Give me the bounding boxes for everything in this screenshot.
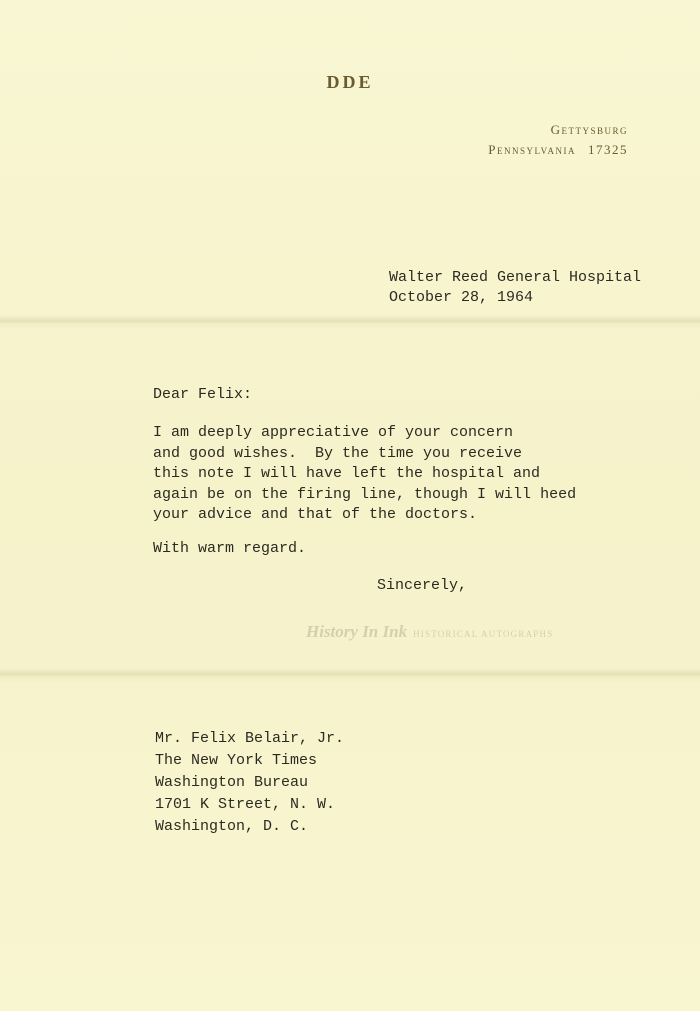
body-paragraph <box>153 423 576 526</box>
body-line: this note I will have left the hospital and <box>153 465 541 482</box>
paper-fold-lower <box>0 668 700 682</box>
dateline-place: Walter Reed General Hospital <box>389 269 642 286</box>
body-line: and good wishes. By the time you receive <box>153 444 523 462</box>
body-line: your advice and that of the doctors. <box>153 506 478 523</box>
letterhead-monogram: DDE <box>326 72 374 92</box>
letterhead-state-line <box>488 140 628 160</box>
salutation: Dear Felix: <box>153 386 253 403</box>
letterhead-address <box>488 120 628 160</box>
recipient-line: Washington Bureau <box>155 774 309 791</box>
watermark <box>306 622 553 642</box>
letterhead-zip: 17325 <box>588 142 628 157</box>
recipient-address <box>155 728 344 838</box>
body-line: again be on the firing line, though I will heed <box>153 485 577 503</box>
recipient-line: 1701 K Street, N. W. <box>155 796 336 813</box>
watermark-sub: HISTORICAL AUTOGRAPHS <box>413 629 554 639</box>
recipient-line: Washington, D. C. <box>155 818 309 835</box>
body-line: I am deeply appreciative of your concern <box>153 424 514 441</box>
closing: Sincerely, <box>377 577 468 594</box>
watermark-main: History In Ink <box>306 622 408 641</box>
regard-line: With warm regard. <box>153 540 307 557</box>
dateline-date: October 28, 1964 <box>389 289 534 306</box>
recipient-line: Mr. Felix Belair, Jr. <box>155 730 345 747</box>
letterhead-city: Gettysburg <box>550 122 628 137</box>
paper-fold-upper <box>0 315 700 329</box>
recipient-line: The New York Times <box>155 752 318 769</box>
letterhead-state: Pennsylvania <box>488 142 576 157</box>
dateline <box>389 268 641 308</box>
